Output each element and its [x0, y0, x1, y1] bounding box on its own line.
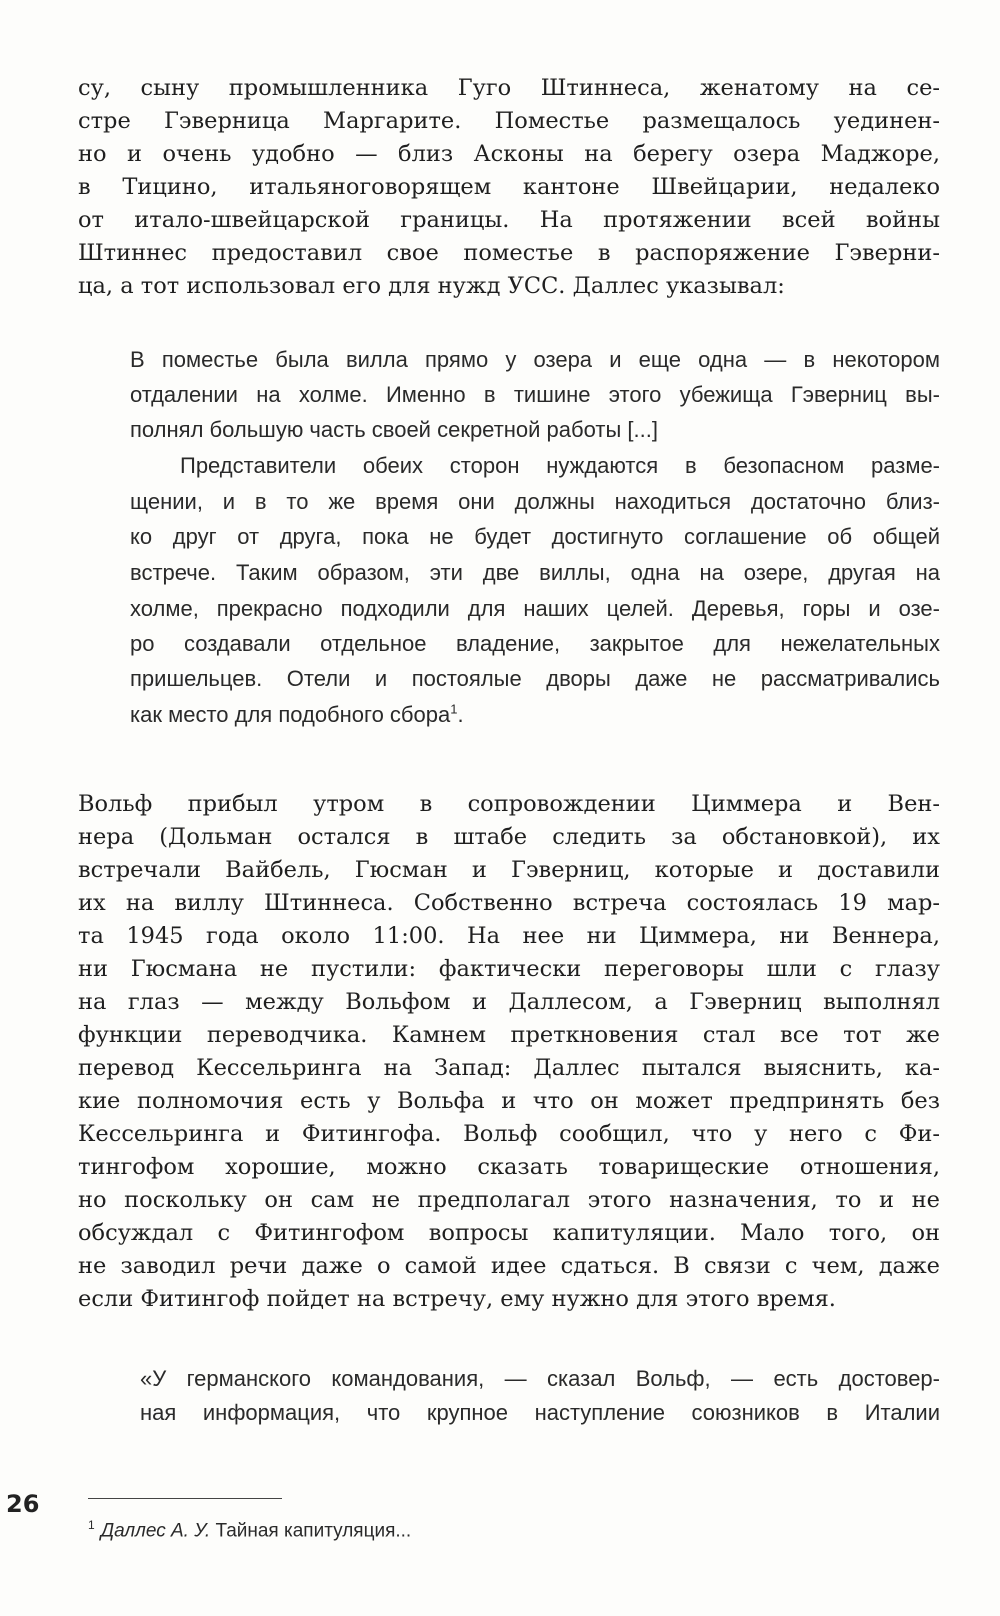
paragraph-line: Кессельринга и Фитингофа. Вольф сообщил, что у него с Фи-	[78, 1121, 940, 1147]
paragraph-line: функции переводчика. Камнем преткновения стал все тот же	[78, 1022, 940, 1048]
paragraph-line: в Тицино, итальяноговорящем кантоне Швейцарии, недалеко	[78, 174, 940, 200]
paragraph-line: тингофом хорошие, можно сказать товарищеские отношения,	[78, 1154, 940, 1180]
paragraph-line: Штиннес предоставил свое поместье в распоряжение Гэверни-	[78, 240, 940, 266]
paragraph-line: су, сыну промышленника Гуго Штиннеса, женатому на се-	[78, 75, 940, 101]
footnote-mark: 1	[88, 1518, 95, 1532]
paragraph-line: обсуждал с Фитингофом вопросы капитуляции. Мало того, он	[78, 1220, 940, 1246]
paragraph-line: их на виллу Штиннеса. Собственно встреча состоялась 19 мар-	[78, 890, 940, 916]
quote-line: В поместье была вилла прямо у озера и еще одна — в некотором	[130, 347, 940, 372]
paragraph-line: на глаз — между Вольфом и Даллесом, а Гэверниц выполнял	[78, 989, 940, 1015]
paragraph-line: не заводил речи даже о самой идее сдаться. В связи с чем, даже	[78, 1253, 940, 1279]
quote-line: щении, и в то же время они должны находиться достаточно близ-	[130, 489, 940, 514]
footnote-title: Тайная капитуляция...	[215, 1520, 412, 1542]
quote-line: Представители обеих сторон нуждаются в безопасном разме-	[180, 453, 940, 478]
quote-line: встрече. Таким образом, эти две виллы, одна на озере, другая на	[130, 560, 940, 585]
quote-line: полнял большую часть своей секретной работы [...]	[130, 417, 658, 442]
quote-line: пришельцев. Отели и постоялые дворы даже не рассматривались	[130, 666, 940, 691]
paragraph-line: если Фитингоф пойдет на встречу, ему нужно для этого время.	[78, 1286, 836, 1312]
paragraph-line: кие полномочия есть у Вольфа и что он может предпринять без	[78, 1088, 940, 1114]
paragraph-line: от итало-швейцарской границы. На протяжении всей войны	[78, 207, 940, 233]
paragraph-line: перевод Кессельринга на Запад: Даллес пытался выяснить, ка-	[78, 1055, 940, 1081]
quote-line: отдалении на холме. Именно в тишине этого убежища Гэверниц вы-	[130, 382, 940, 407]
paragraph-line: ца, а тот использовал его для нужд УСС. Даллес указывал:	[78, 273, 785, 299]
quote-line: ро создавали отдельное владение, закрытое для нежелательных	[130, 631, 940, 656]
paragraph-line: Вольф прибыл утром в сопровождении Циммера и Вен-	[78, 791, 940, 817]
paragraph-line: встречали Вайбель, Гюсман и Гэверниц, которые и доставили	[78, 857, 940, 883]
paragraph-line: ни Гюсмана не пустили: фактически переговоры шли с глазу	[78, 956, 940, 982]
quote-line: ко друг от друга, пока не будет достигнуто соглашение об общей	[130, 524, 940, 549]
footnote-reference[interactable]: 1	[450, 701, 458, 717]
page-number: 26	[6, 1490, 40, 1518]
quote-line: ная информация, что крупное наступление союзников в Италии	[140, 1400, 940, 1425]
paragraph-line: но поскольку он сам не предполагал этого назначения, то и не	[78, 1187, 940, 1213]
footnote	[88, 1518, 411, 1542]
quote-line-final	[130, 700, 940, 730]
quote-period: .	[457, 702, 464, 727]
paragraph-line: нера (Дольман остался в штабе следить за обстановкой), их	[78, 824, 940, 850]
footnote-divider	[88, 1498, 282, 1499]
quote-text: как место для подобного сбора	[130, 702, 451, 727]
footnote-author: Даллес А. У.	[100, 1520, 211, 1542]
paragraph-line: та 1945 года около 11:00. На нее ни Циммера, ни Веннера,	[78, 923, 940, 949]
quote-line: «У германского командования, — сказал Вольф, — есть достовер-	[140, 1366, 940, 1391]
paragraph-line: стре Гэверница Маргарите. Поместье размещалось уединен-	[78, 108, 940, 134]
quote-line: холме, прекрасно подходили для наших целей. Деревья, горы и озе-	[130, 596, 940, 621]
paragraph-line: но и очень удобно — близ Асконы на берегу озера Маджоре,	[78, 141, 940, 167]
